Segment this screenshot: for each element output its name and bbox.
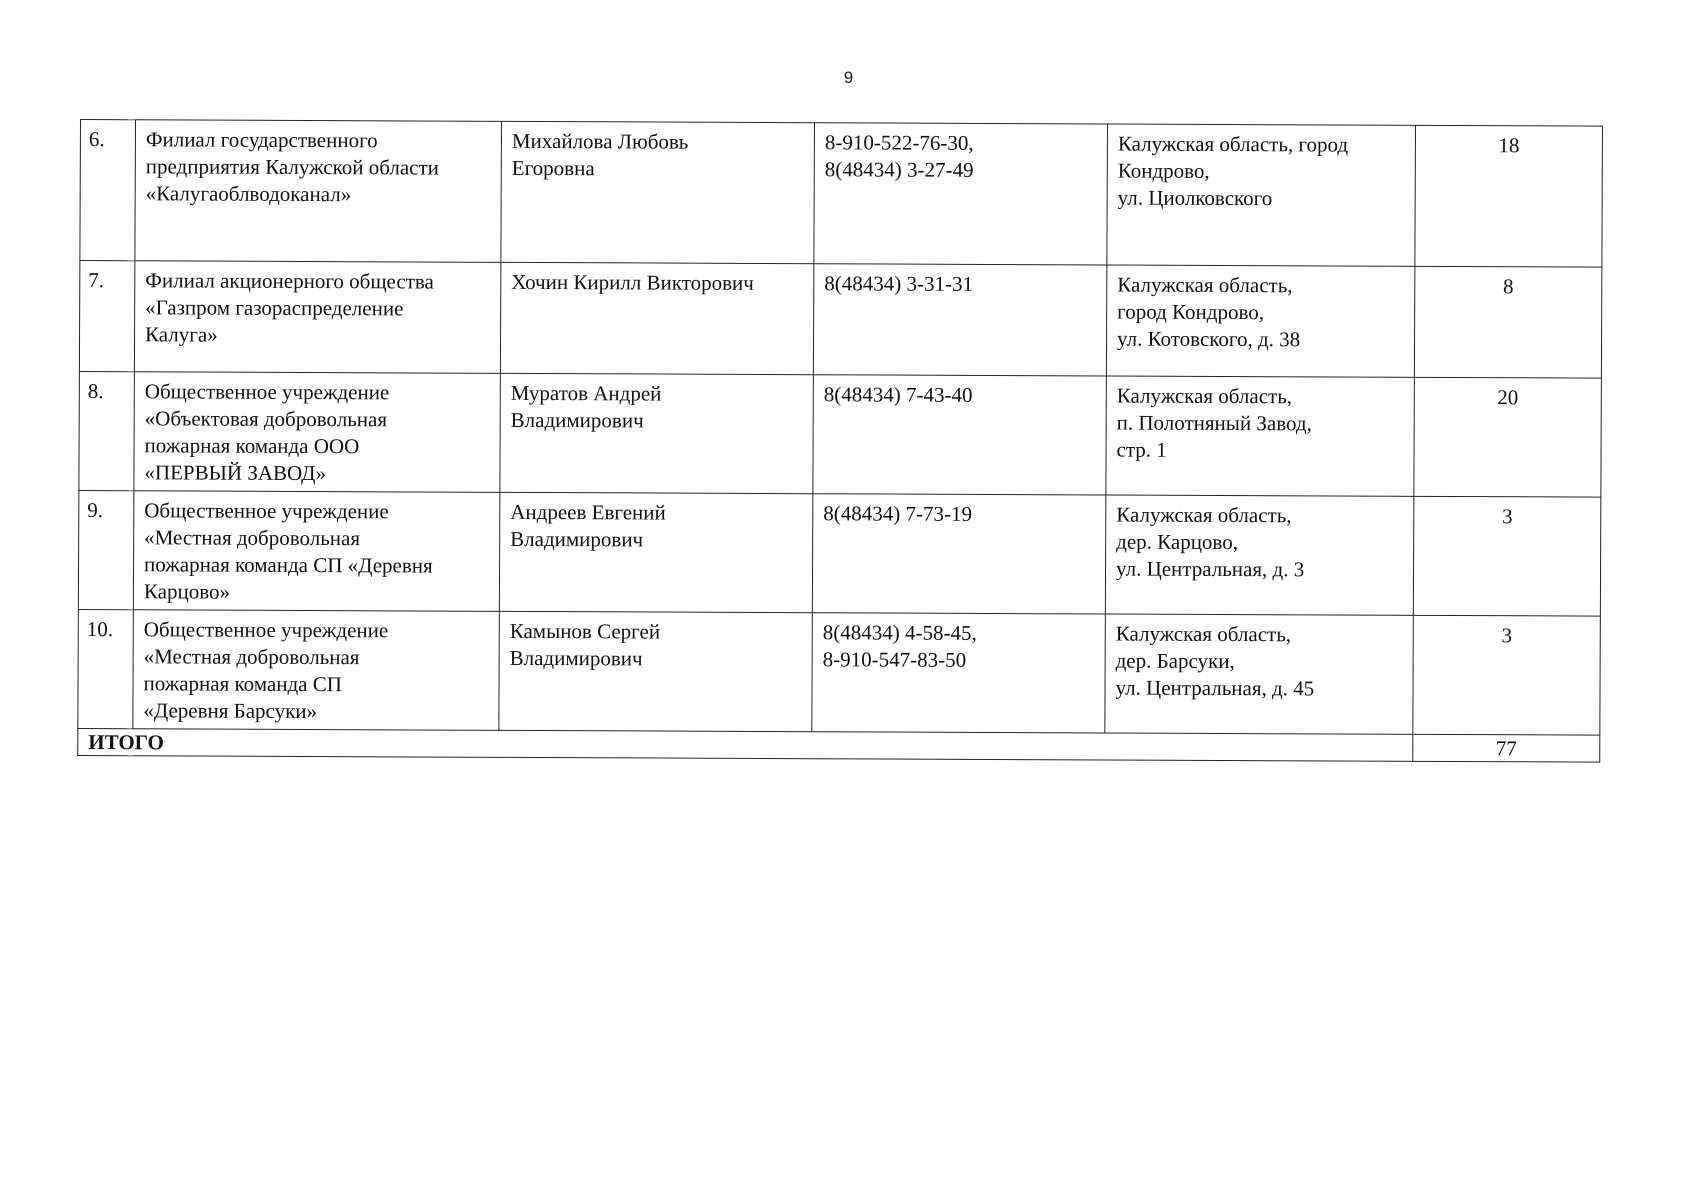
table-row xyxy=(78,490,1601,616)
organization-line: «Местная добровольная xyxy=(144,525,361,551)
organization-line: пожарная команда СП «Деревня xyxy=(144,552,433,578)
address-line: ул. Котовского, д. 38 xyxy=(1116,326,1301,352)
address-line: ул. Центральная, д. 45 xyxy=(1115,675,1315,701)
person-cell xyxy=(500,373,814,493)
row-number: 6. xyxy=(80,120,136,261)
organization-line: Филиал акционерного общества xyxy=(145,268,434,294)
total-value: 77 xyxy=(1413,734,1600,762)
row-number: 10. xyxy=(78,609,134,728)
total-row xyxy=(78,728,1600,762)
phone-line: 8(48434) 4-58-45, xyxy=(822,620,977,645)
organization-line: Общественное учреждение xyxy=(144,379,390,405)
address-cell xyxy=(1105,495,1414,615)
address-line: дер. Барсуки, xyxy=(1115,648,1235,674)
organization-line: «Калугаоблводоканал» xyxy=(145,181,352,207)
address-line: Калужская область, xyxy=(1116,502,1292,528)
address-cell xyxy=(1106,265,1414,377)
address-cell xyxy=(1107,124,1416,266)
count-cell: 8 xyxy=(1414,266,1601,378)
address-line: Калужская область, xyxy=(1117,272,1293,298)
address-cell xyxy=(1105,614,1414,734)
organization-line: Филиал государственного xyxy=(145,127,378,153)
person-cell xyxy=(499,492,813,612)
phone-line: 8(48434) 3-27-49 xyxy=(824,157,974,182)
phone-cell xyxy=(813,264,1106,376)
organization-line: «Местная добровольная xyxy=(143,644,360,670)
row-number: 7. xyxy=(79,261,134,372)
count-cell: 3 xyxy=(1413,615,1601,735)
person-cell xyxy=(500,262,813,374)
organization-line: предприятия Калужской области xyxy=(145,154,439,180)
organization-line: «Деревня Барсуки» xyxy=(143,698,318,724)
organization-line: Общественное учреждение xyxy=(144,498,389,524)
phone-cell xyxy=(814,123,1108,265)
address-line: город Кондрово, xyxy=(1117,299,1265,325)
table-row xyxy=(80,120,1603,268)
phone-line: 8(48434) 3-31-31 xyxy=(824,271,974,296)
phone-cell xyxy=(812,494,1106,614)
contacts-table xyxy=(77,119,1603,763)
organization-cell xyxy=(134,372,501,493)
address-line: Кондрово, xyxy=(1117,158,1210,183)
phone-cell xyxy=(813,375,1107,495)
address-line: Калужская область, город xyxy=(1117,131,1349,157)
phone-line: 8-910-547-83-50 xyxy=(822,647,967,672)
person-line: Камынов Сергей xyxy=(509,618,661,644)
organization-line: пожарная команда СП xyxy=(143,671,342,697)
organization-line: Калуга» xyxy=(145,322,218,347)
count-cell: 3 xyxy=(1413,496,1601,616)
person-cell xyxy=(499,611,813,731)
organization-line: Карцово» xyxy=(143,579,231,604)
phone-line: 8(48434) 7-73-19 xyxy=(823,501,973,526)
address-line: Калужская область, xyxy=(1116,383,1293,409)
phone-cell xyxy=(812,613,1106,733)
organization-line: пожарная команда ООО xyxy=(144,433,360,459)
table-row xyxy=(78,609,1601,735)
address-cell xyxy=(1106,376,1415,496)
row-number: 9. xyxy=(78,490,134,609)
address-line: ул. Циолковского xyxy=(1117,185,1273,211)
row-number: 8. xyxy=(79,371,135,490)
person-line: Владимирович xyxy=(510,526,644,552)
organization-line: «ПЕРВЫЙ ЗАВОД» xyxy=(144,460,327,486)
address-line: стр. 1 xyxy=(1116,437,1167,462)
organization-cell xyxy=(133,491,500,612)
organization-line: «Газпром газораспределение xyxy=(145,295,404,321)
count-cell: 20 xyxy=(1414,377,1602,497)
person-line: Муратов Андрей xyxy=(510,380,662,406)
person-line: Хочин Кирилл Викторович xyxy=(511,269,754,295)
address-line: Калужская область, xyxy=(1115,621,1292,647)
organization-cell xyxy=(135,120,502,263)
person-line: Владимирович xyxy=(510,407,644,433)
person-line: Владимирович xyxy=(509,645,643,671)
table-row xyxy=(79,261,1601,379)
count-cell: 18 xyxy=(1415,125,1603,267)
page-number: 9 xyxy=(843,68,854,87)
phone-line: 8(48434) 7-43-40 xyxy=(823,382,973,407)
person-line: Михайлова Любовь xyxy=(511,128,689,154)
address-line: ул. Центральная, д. 3 xyxy=(1115,556,1305,582)
table-row xyxy=(79,371,1602,497)
organization-cell xyxy=(134,261,500,374)
person-line: Егоровна xyxy=(511,155,595,181)
address-line: п. Полотняный Завод, xyxy=(1116,410,1312,436)
person-cell xyxy=(501,121,815,263)
organization-cell xyxy=(133,610,500,731)
person-line: Андреев Евгений xyxy=(510,499,666,525)
phone-line: 8-910-522-76-30, xyxy=(824,130,974,155)
organization-line: «Объектовая добровольная xyxy=(144,406,388,432)
address-line: дер. Карцово, xyxy=(1116,529,1239,555)
organization-line: Общественное учреждение xyxy=(143,617,389,643)
total-label: ИТОГО xyxy=(78,728,1413,761)
